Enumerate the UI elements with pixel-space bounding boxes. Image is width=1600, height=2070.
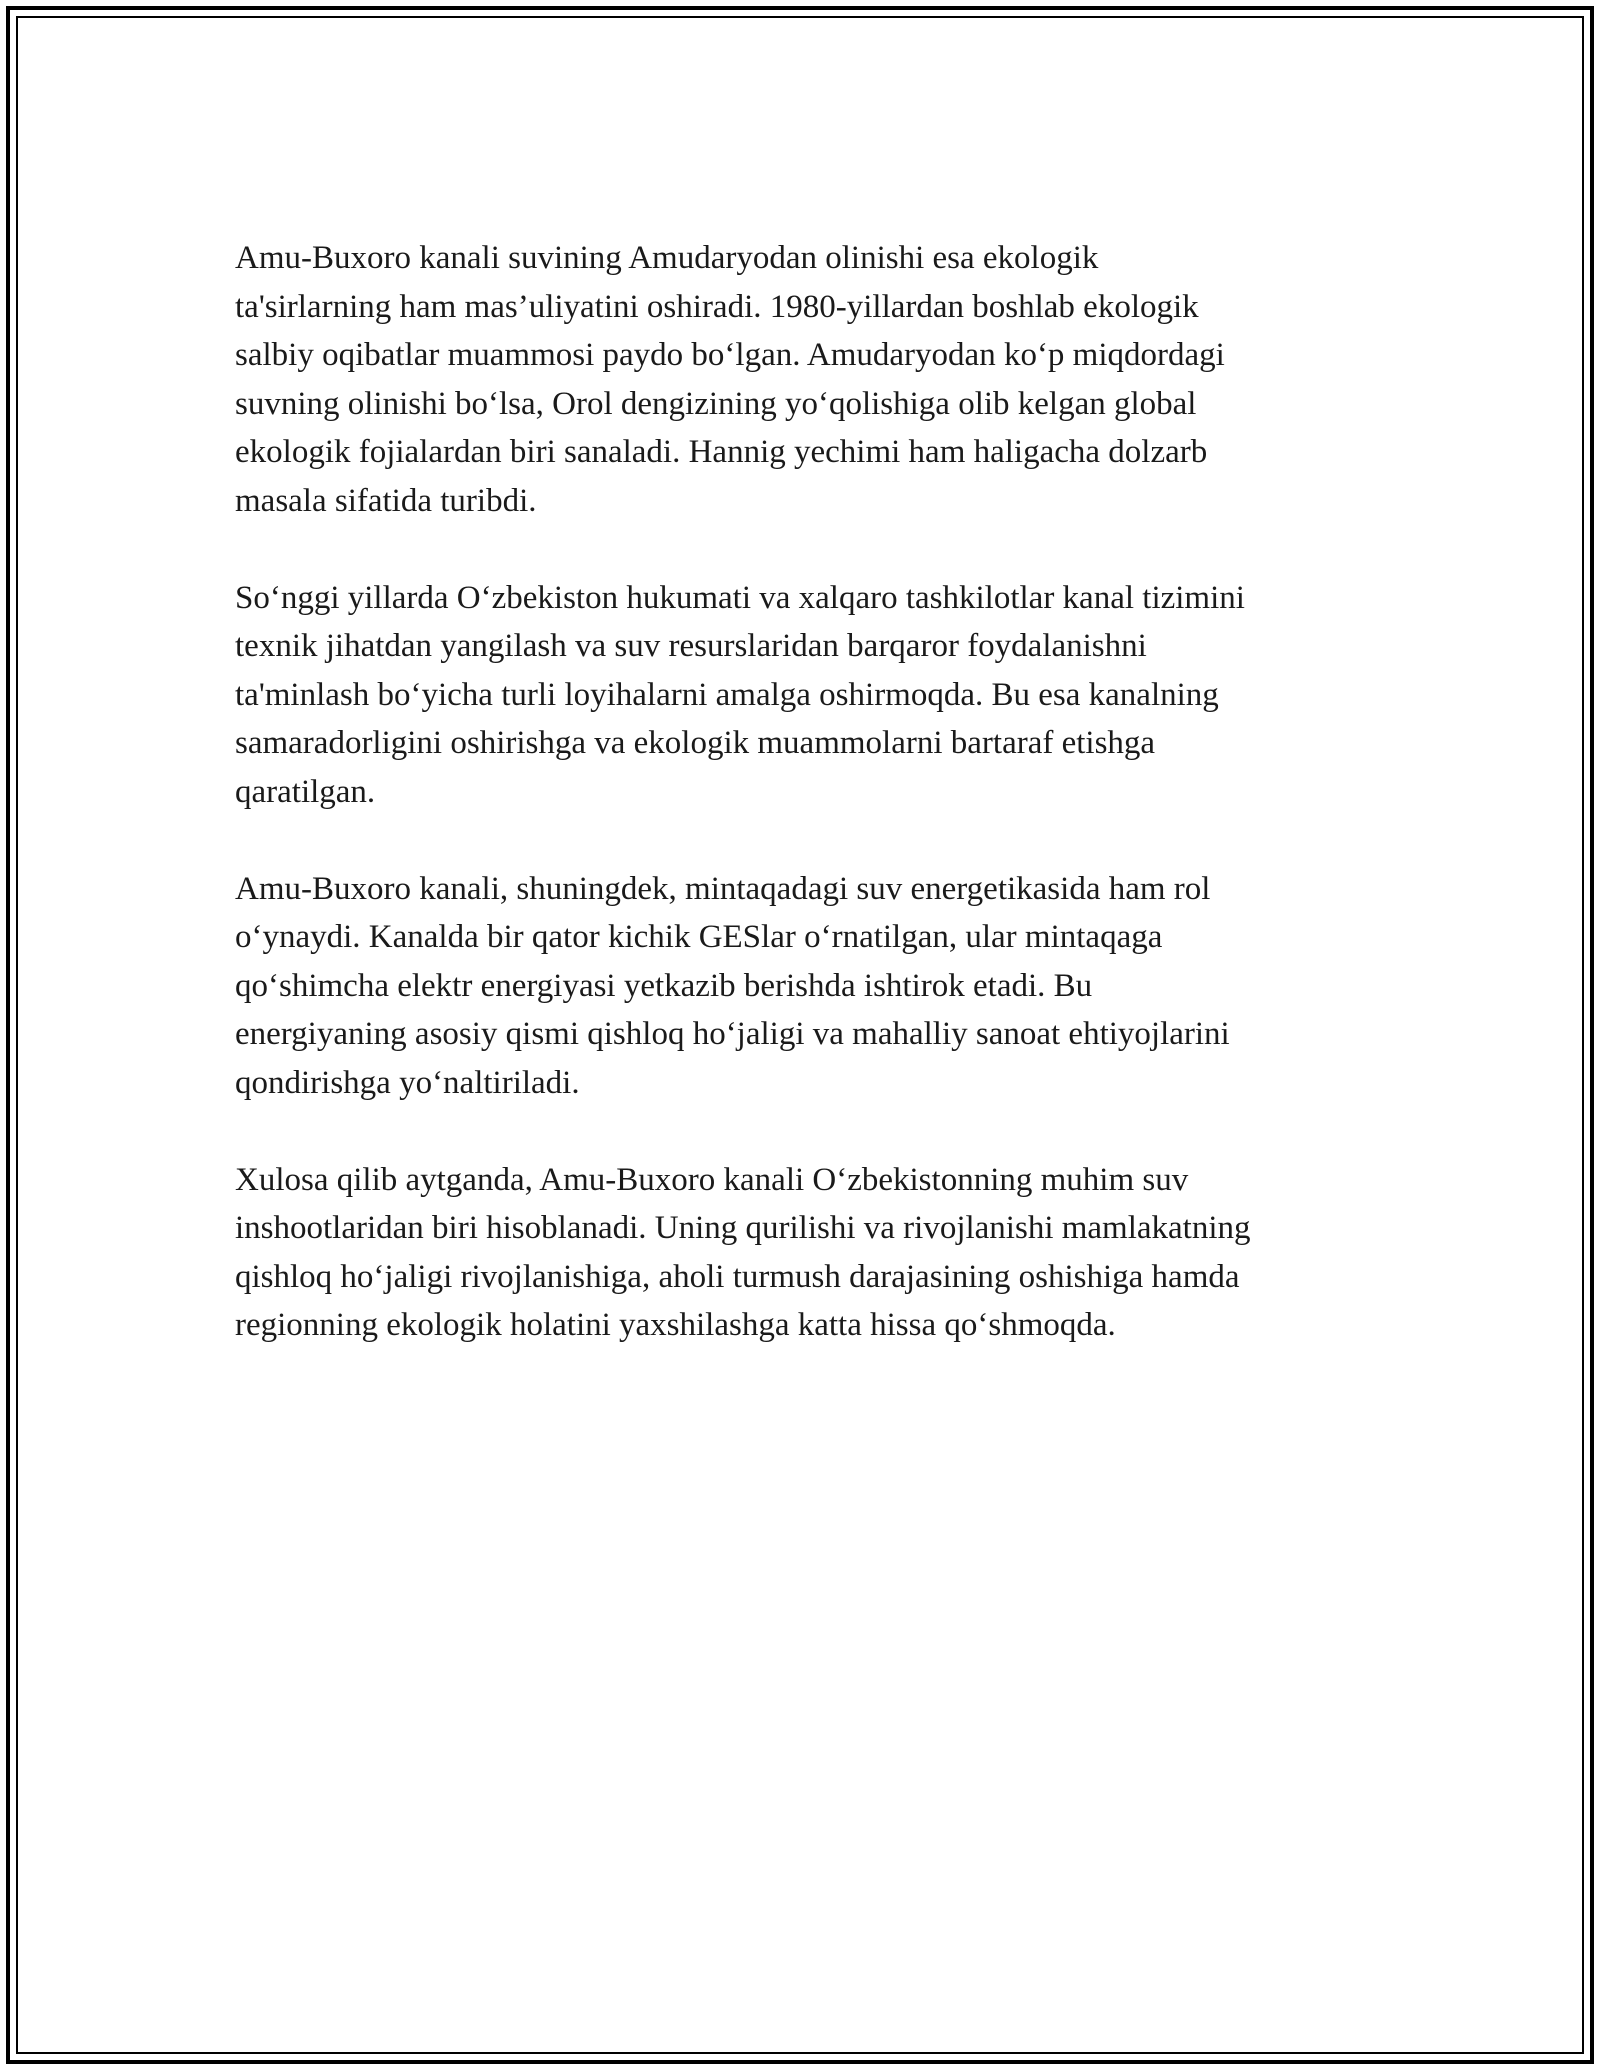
paragraph-line: masala sifatida turibdi.: [235, 482, 537, 519]
paragraph-line: inshootlaridan biri hisoblanadi. Uning qurilishi va rivojlanishi mamlakatning: [235, 1210, 1251, 1246]
paragraph-line: o‘ynaydi. Kanalda bir qator kichik GESlar o‘rnatilgan, ular mintaqaga: [235, 919, 1163, 955]
paragraph-4: [235, 1156, 1385, 1350]
paragraph-2: [235, 574, 1385, 817]
paragraph-line: ekologik fojialardan biri sanaladi. Hannig yechimi ham haligacha dolzarb: [235, 434, 1208, 470]
paragraph-line: suvning olinishi bo‘lsa, Orol dengizining yo‘qolishiga olib kelgan global: [235, 385, 1197, 422]
paragraph-line: Amu-Buxoro kanali suvining Amudaryodan olinishi esa ekologik: [235, 240, 1099, 276]
document-body: [235, 234, 1385, 1398]
paragraph-line: qo‘shimcha elektr energiyasi yetkazib berishda ishtirok etadi. Bu: [235, 967, 1093, 1004]
paragraph-line: qondirishga yo‘naltiriladi.: [235, 1064, 580, 1101]
paragraph-line: texnik jihatdan yangilash va suv resurslaridan barqaror foydalanishni: [235, 628, 1147, 664]
paragraph-3: [235, 865, 1385, 1108]
paragraph-line: energiyaning asosiy qismi qishloq ho‘jaligi va mahalliy sanoat ehtiyojlarini: [235, 1016, 1230, 1052]
paragraph-line: ta'minlash bo‘yicha turli loyihalarni amalga oshirmoqda. Bu esa kanalning: [235, 676, 1219, 713]
paragraph-line: Amu-Buxoro kanali, shuningdek, mintaqadagi suv energetikasida ham rol: [235, 870, 1211, 907]
paragraph-line: salbiy oqibatlar muammosi paydo bo‘lgan. Amudaryodan ko‘p miqdordagi: [235, 337, 1225, 373]
paragraph-line: So‘nggi yillarda O‘zbekiston hukumati va xalqaro tashkilotlar kanal tizimini: [235, 579, 1245, 616]
paragraph-line: qaratilgan.: [235, 773, 376, 810]
paragraph-line: qishloq ho‘jaligi rivojlanishiga, aholi turmush darajasining oshishiga hamda: [235, 1258, 1240, 1295]
paragraph-line: regionning ekologik holatini yaxshilashga katta hissa qo‘shmoqda.: [235, 1307, 1116, 1343]
paragraph-line: ta'sirlarning ham mas’uliyatini oshiradi. 1980-yillardan boshlab ekologik: [235, 288, 1199, 325]
paragraph-line: samaradorligini oshirishga va ekologik muammolarni bartaraf etishga: [235, 725, 1156, 761]
paragraph-line: Xulosa qilib aytganda, Amu-Buxoro kanali O‘zbekistonning muhim suv: [235, 1161, 1189, 1198]
paragraph-1: [235, 234, 1385, 525]
